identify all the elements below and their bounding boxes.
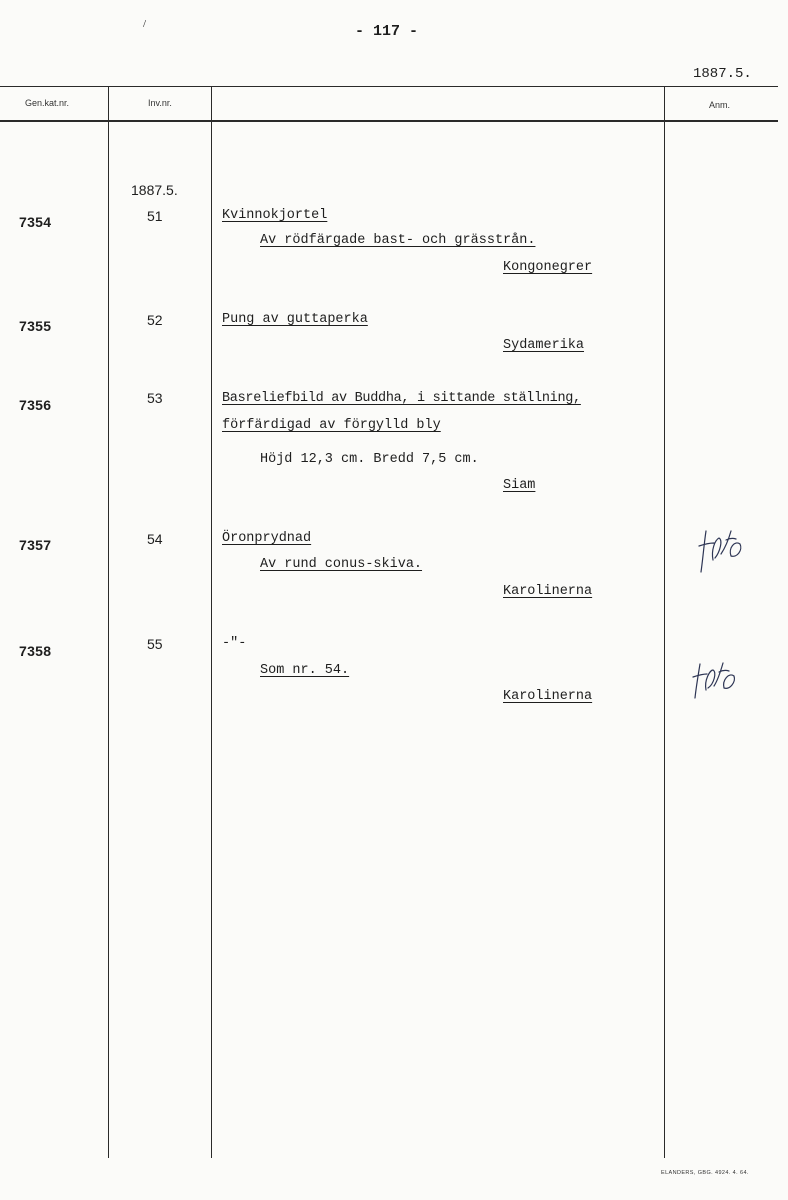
entry-origin: Siam bbox=[503, 478, 536, 493]
header-top-rule bbox=[0, 86, 778, 87]
header-inv: Inv.nr. bbox=[148, 98, 172, 108]
header-anm: Anm. bbox=[709, 100, 731, 110]
inv-number: 52 bbox=[147, 312, 163, 328]
entry-title: Basreliefbild av Buddha, i sittande ställning, bbox=[222, 391, 581, 406]
gen-kat-number: 7354 bbox=[19, 214, 52, 230]
entry-origin: Sydamerika bbox=[503, 338, 585, 353]
inv-number: 55 bbox=[147, 636, 163, 652]
entry-measurements: Höjd 12,3 cm. Bredd 7,5 cm. bbox=[260, 452, 479, 467]
column-rule-3 bbox=[664, 86, 665, 1158]
entry-ditto-mark: -"- bbox=[222, 636, 247, 651]
inv-number: 51 bbox=[147, 208, 163, 224]
inv-number: 54 bbox=[147, 531, 163, 547]
entry-title-continued: förfärdigad av förgylld bly bbox=[222, 418, 441, 433]
entry-origin: Kongonegrer bbox=[503, 260, 593, 275]
handwritten-foto-note bbox=[695, 528, 745, 574]
column-rule-1 bbox=[108, 86, 109, 1158]
header-bottom-rule bbox=[0, 120, 778, 122]
printer-imprint: ELANDERS, GBG. 4924. 4. 64. bbox=[661, 1170, 749, 1176]
inv-number: 53 bbox=[147, 390, 163, 406]
entry-description: Som nr. 54. bbox=[260, 663, 350, 678]
entry-title: Pung av guttaperka bbox=[222, 312, 368, 327]
entry-title: Öronprydnad bbox=[222, 531, 312, 546]
gen-kat-number: 7357 bbox=[19, 537, 52, 553]
section-date: 1887.5. bbox=[131, 182, 178, 198]
year-reference: 1887.5. bbox=[693, 66, 752, 82]
top-mark: / bbox=[143, 18, 147, 30]
entry-description: Av rödfärgade bast- och grässtrån. bbox=[260, 233, 536, 248]
page-number: - 117 - bbox=[355, 23, 419, 40]
entry-title: Kvinnokjortel bbox=[222, 208, 328, 223]
header-gen-kat: Gen.kat.nr. bbox=[25, 98, 70, 108]
gen-kat-number: 7355 bbox=[19, 318, 52, 334]
handwritten-foto-note bbox=[690, 660, 738, 700]
entry-origin: Karolinerna bbox=[503, 584, 593, 599]
entry-description: Av rund conus-skiva. bbox=[260, 557, 423, 572]
column-rule-2 bbox=[211, 86, 212, 1158]
entry-origin: Karolinerna bbox=[503, 689, 593, 704]
gen-kat-number: 7356 bbox=[19, 397, 52, 413]
gen-kat-number: 7358 bbox=[19, 643, 52, 659]
